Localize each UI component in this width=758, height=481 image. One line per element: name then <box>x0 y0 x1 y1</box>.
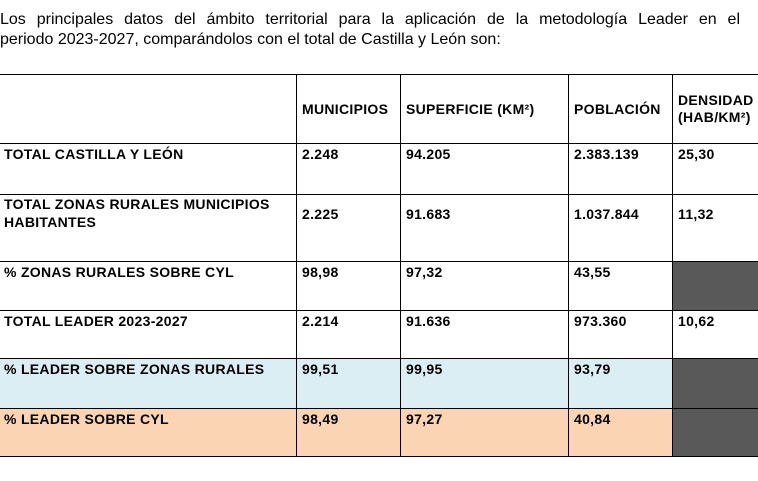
cell-superficie: 99,95 <box>401 359 569 409</box>
cell-densidad: 11,32 <box>673 195 758 262</box>
intro-line-2: periodo 2023-2027, comparándolos con el total de Castilla y León son: <box>0 31 501 48</box>
cell-municipios: 2.248 <box>297 144 401 195</box>
cell-superficie: 97,32 <box>401 262 569 311</box>
table-row <box>0 195 758 262</box>
territorial-data-table <box>0 74 758 457</box>
cell-poblacion: 1.037.844 <box>569 195 673 262</box>
cell-superficie: 91.683 <box>401 195 569 262</box>
row-label: TOTAL ZONAS RURALES MUNICIPIOS HABITANTES <box>0 195 297 262</box>
cell-municipios: 2.225 <box>297 195 401 262</box>
cell-superficie: 94.205 <box>401 144 569 195</box>
row-label: TOTAL LEADER 2023-2027 <box>0 311 297 359</box>
cell-superficie: 97,27 <box>401 409 569 457</box>
cell-densidad-shaded <box>673 262 758 311</box>
cell-densidad-shaded <box>673 409 758 457</box>
cell-densidad: 10,62 <box>673 311 758 359</box>
table-row <box>0 262 758 311</box>
cell-municipios: 98,98 <box>297 262 401 311</box>
cell-poblacion: 43,55 <box>569 262 673 311</box>
cell-poblacion: 40,84 <box>569 409 673 457</box>
header-municipios: MUNICIPIOS <box>297 75 401 144</box>
header-densidad: DENSIDAD (HAB/KM²) <box>673 75 758 144</box>
row-label: % ZONAS RURALES SOBRE CYL <box>0 262 297 311</box>
cell-municipios: 2.214 <box>297 311 401 359</box>
table-row <box>0 311 758 359</box>
cell-municipios: 99,51 <box>297 359 401 409</box>
cell-densidad-shaded <box>673 359 758 409</box>
table-row <box>0 144 758 195</box>
row-label: % LEADER SOBRE ZONAS RURALES <box>0 359 297 409</box>
header-empty <box>0 75 297 144</box>
cell-superficie: 91.636 <box>401 311 569 359</box>
table-row <box>0 359 758 409</box>
cell-densidad: 25,30 <box>673 144 758 195</box>
intro-paragraph <box>0 10 740 50</box>
header-superficie: SUPERFICIE (KM²) <box>401 75 569 144</box>
row-label: TOTAL CASTILLA Y LEÓN <box>0 144 297 195</box>
row-label: % LEADER SOBRE CYL <box>0 409 297 457</box>
cell-municipios: 98,49 <box>297 409 401 457</box>
cell-poblacion: 2.383.139 <box>569 144 673 195</box>
cell-poblacion: 973.360 <box>569 311 673 359</box>
table-row <box>0 409 758 457</box>
table-header-row <box>0 75 758 144</box>
cell-poblacion: 93,79 <box>569 359 673 409</box>
intro-line-1: Los principales datos del ámbito territorial para la aplicación de la metodología Leader en el <box>0 11 740 28</box>
header-poblacion: POBLACIÓN <box>569 75 673 144</box>
